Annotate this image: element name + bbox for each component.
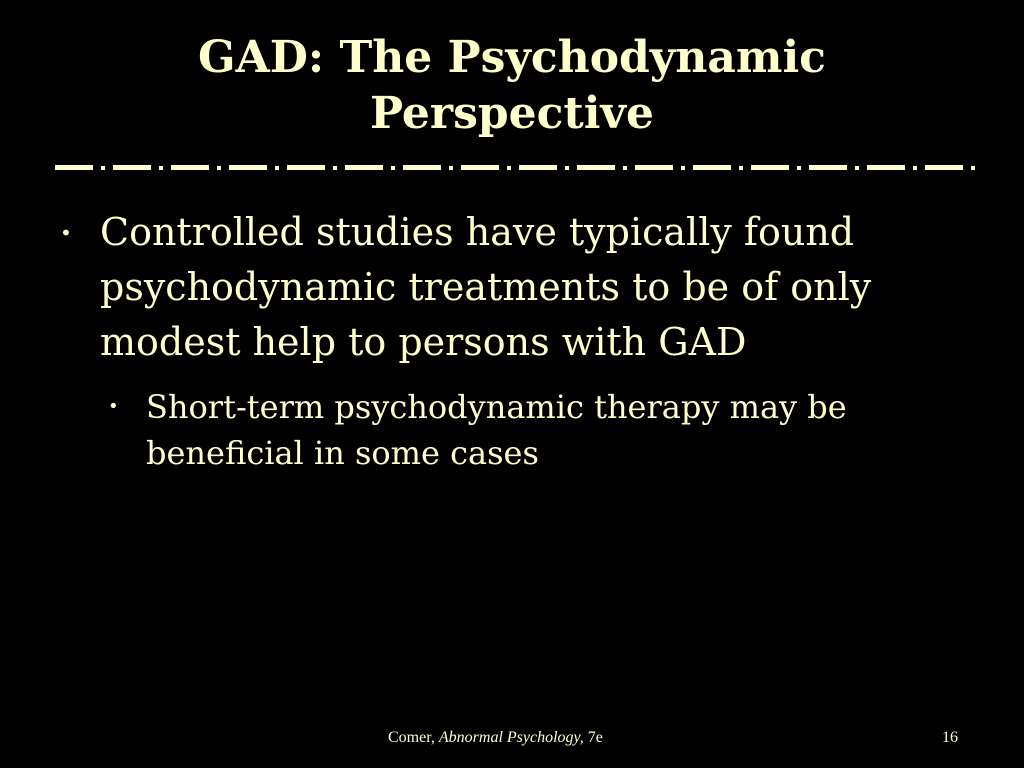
divider-dot: [159, 166, 163, 170]
slide-title-line1: GAD: The Psychodynamic: [198, 32, 826, 83]
divider-dash: [519, 165, 557, 170]
divider-dot: [971, 166, 975, 170]
divider-dot: [391, 166, 395, 170]
divider-dot: [449, 166, 453, 170]
divider-dot: [855, 166, 859, 170]
divider-dash: [461, 165, 499, 170]
divider-dash: [55, 165, 93, 170]
divider-dot: [101, 166, 105, 170]
bullet-text: Controlled studies have typically found psychodynamic treatments to be of only modest help to persons with GAD: [100, 210, 872, 364]
sub-bullet-text: Short-term psychodynamic therapy may be beneficial in some cases: [146, 388, 847, 472]
divider-dash: [171, 165, 209, 170]
divider-dot: [913, 166, 917, 170]
divider-dash: [345, 165, 383, 170]
divider-dash: [751, 165, 789, 170]
slide-body: [60, 205, 980, 476]
slide-title-line2: Perspective: [369, 88, 654, 139]
sub-bullet-icon: •: [108, 396, 119, 417]
divider-dot: [217, 166, 221, 170]
divider-dot: [739, 166, 743, 170]
divider-dash: [693, 165, 731, 170]
page-number: 16: [942, 729, 958, 746]
footer-book-title: Abnormal Psychology,: [438, 729, 584, 746]
divider-dash: [287, 165, 325, 170]
footer-edition: 7e: [583, 729, 603, 746]
divider-dot: [681, 166, 685, 170]
divider-dash: [229, 165, 267, 170]
divider-dot: [333, 166, 337, 170]
divider-dash: [113, 165, 151, 170]
divider-dash: [809, 165, 847, 170]
footer-citation: [388, 728, 603, 748]
bullet-item-level1: [60, 205, 980, 370]
bullet-item-level2: [108, 384, 980, 476]
slide-title: [40, 30, 984, 142]
divider-dash: [403, 165, 441, 170]
divider-dot: [623, 166, 627, 170]
divider-dot: [275, 166, 279, 170]
bullet-icon: •: [60, 221, 72, 245]
dash-dot-divider: [55, 162, 975, 174]
divider-dash: [635, 165, 673, 170]
divider-dash: [867, 165, 905, 170]
title-divider: [55, 162, 975, 174]
divider-dot: [797, 166, 801, 170]
footer-author: Comer,: [388, 729, 439, 746]
divider-dot: [565, 166, 569, 170]
divider-dot: [507, 166, 511, 170]
divider-dash: [577, 165, 615, 170]
divider-dash: [925, 165, 963, 170]
